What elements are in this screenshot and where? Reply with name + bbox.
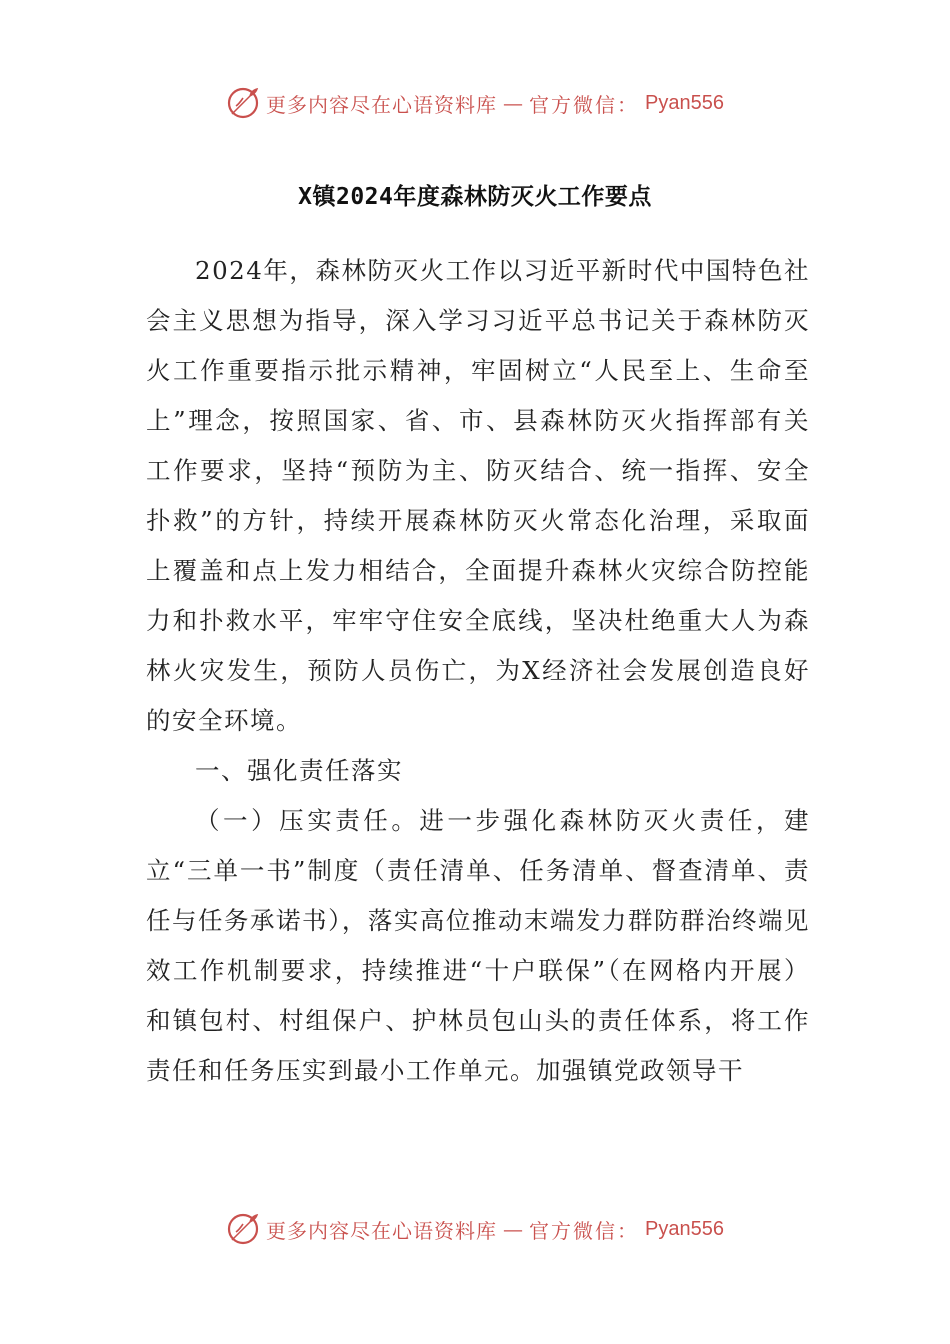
paragraph-intro: 2024年，森林防灭火工作以习近平新时代中国特色社会主义思想为指导，深入学习习近平总书记关于森林防灭火工作重要指示批示精神，牢固树立“人民至上、生命至上”理念，按照国家、省、市、县森林防灭火指挥部有关工作要求，坚持“预防为主、防灭结合、统一指挥、安全扑救”的方针，持续开展森林防灭火常态化治理，采取面上覆盖和点上发力相结合，全面提升森林火灾综合防控能力和扑救水平，牢牢守住安全底线，坚决杜绝重大人为森林火灾发生，预防人员伤亡，为X经济社会发展创造良好的安全环境。 (146, 256, 810, 735)
watermark-separator: — (503, 91, 524, 115)
document-title: X镇2024年度森林防灭火工作要点 (298, 184, 652, 210)
watermark-wechat-id: Pyan556 (645, 1217, 724, 1240)
document-body (146, 246, 810, 1096)
watermark-header (0, 86, 950, 120)
watermark-label: 官方微信： (529, 1218, 640, 1243)
quill-logo-icon (226, 1212, 260, 1246)
section-heading: 一、强化责任落实 (195, 756, 403, 785)
quill-logo-icon (226, 86, 260, 120)
watermark-site-text: 更多内容尽在心语资料库 (266, 1218, 498, 1243)
watermark-wechat-id: Pyan556 (645, 91, 724, 114)
paragraph-responsibility: （一）压实责任。进一步强化森林防灭火责任，建立“三单一书”制度（责任清单、任务清单、督查清单、责任与任务承诺书），落实高位推动末端发力群防群治终端见效工作机制要求，持续推进“十户联保”（在网格内开展）和镇包村、村组保户、护林员包山头的责任体系，将工作责任和任务压实到最小工作单元。加强镇党政领导干 (146, 806, 810, 1085)
watermark-label: 官方微信： (529, 92, 640, 117)
watermark-site-text: 更多内容尽在心语资料库 (266, 92, 498, 117)
watermark-footer (0, 1212, 950, 1246)
watermark-separator: — (503, 1217, 524, 1241)
